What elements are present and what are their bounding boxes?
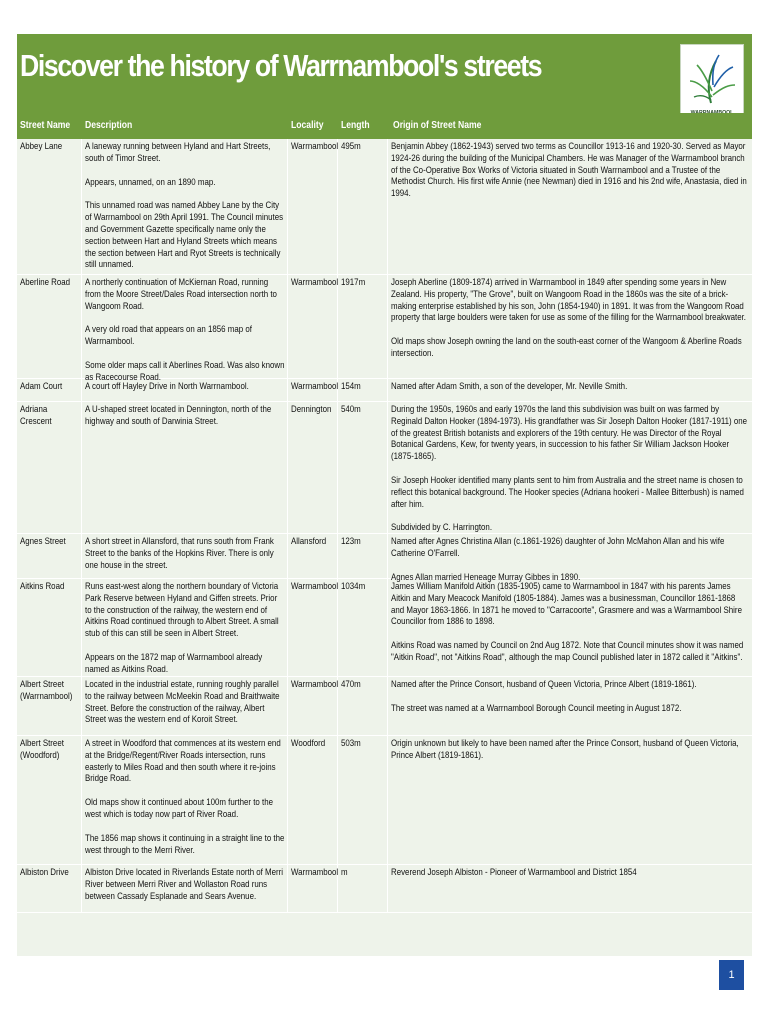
street-length: 154m	[341, 381, 361, 391]
street-origin: Named after Adam Smith, a son of the developer, Mr. Neville Smith.	[391, 381, 628, 391]
title-banner	[17, 34, 752, 113]
street-origin: Subdivided by C. Harrington.	[391, 522, 493, 533]
street-length: 123m	[341, 536, 361, 546]
street-origin: Old maps show Joseph owning the land on the south-east corner of the Wangoom & Aberline Roads intersection.	[391, 336, 742, 358]
street-origin: The street was named at a Warrnambool Borough Council meeting in August 1872.	[391, 702, 682, 713]
table-row	[17, 275, 752, 382]
street-name: Agnes Street	[20, 536, 66, 546]
street-name: Aitkins Road	[20, 581, 65, 591]
street-locality: Allansford	[291, 536, 327, 546]
street-name: Aberline Road	[20, 277, 71, 287]
street-description: A court off Hayley Drive in North Warrnambool.	[85, 381, 249, 391]
street-origin: Origin unknown but likely to have been named after the Prince Consort, husband of Queen Victoria, Prince Albert (1819-1861).	[391, 738, 739, 760]
header-length: Length	[341, 120, 370, 131]
street-name: Abbey Lane	[20, 141, 63, 151]
street-locality: Woodford	[291, 738, 326, 748]
page-title: Discover the history of Warrnambool's streets	[20, 48, 542, 83]
street-locality: Warrnambool	[291, 141, 339, 151]
table-row	[17, 677, 752, 736]
street-locality: Warrnambool	[291, 381, 339, 391]
street-origin: Agnes Allan married Heneage Murray Gibbes in 1890.	[391, 571, 581, 582]
header-locality: Locality	[291, 120, 324, 131]
street-description: A laneway running between Hyland and Hart Streets, south of Timor Street.	[85, 141, 271, 163]
table-row	[17, 379, 752, 402]
street-description: Appears, unnamed, on an 1890 map.	[85, 176, 216, 187]
street-description: The 1856 map shows it continuing in a straight line to the west through to the Merri River.	[85, 832, 285, 855]
street-locality: Warrnambool	[291, 277, 339, 287]
street-description: A short street in Allansford, that runs south from Frank Street to the banks of the Hopkins River. There is only one house in the street.	[85, 536, 274, 570]
header-street-name: Street Name	[20, 120, 71, 131]
street-origin: Aitkins Road was named by Council on 2nd Aug 1872. Note that Council minutes show it was named "Aitkin Road", not "Aitkins Road", although the map Council published later in 1872 called it "Aitkins".	[391, 640, 744, 662]
table-row	[17, 139, 752, 275]
street-description: Appears on the 1872 map of Warrnambool already named as Aitkins Road.	[85, 651, 263, 674]
street-description: This unnamed road was named Abbey Lane by the City of Warrnambool on 29th April 1991. The Council minutes and Government Gazette specifically name only the section between Hart and Hyland Streets which means the section between Hart and Ryot Streets is technically still unnamed.	[85, 200, 284, 270]
street-length: m	[341, 867, 348, 877]
street-length: 540m	[341, 404, 361, 414]
street-length: 503m	[341, 738, 361, 748]
street-origin: Named after Agnes Christina Allan (c.1861-1926) daughter of John McMahon Allan and his wife Catherine O'Farrell.	[391, 536, 725, 558]
street-length: 1917m	[341, 277, 366, 287]
street-name: Adriana Crescent	[20, 404, 52, 426]
street-origin: Joseph Aberline (1809-1874) arrived in Warrnambool in 1849 after spending some years in New Zealand. His property, "The Grove", built on Wangoom Road in the 1860s was the site of a brick-making enterprise established by his son, John (1854-1940) in 1891. It was from the Wangoom Road property that large boulders were taken for use as some of the filling for the Warrnambool breakwater.	[391, 277, 747, 323]
street-name: Albert Street (Warrnambool)	[20, 679, 73, 701]
header-origin: Origin of Street Name	[393, 120, 482, 131]
street-description: A northerly continuation of McKiernan Road, running from the Moore Street/Dales Road intersection north to Wangoom Road.	[85, 277, 277, 311]
document-sheet	[17, 34, 752, 956]
table-row	[17, 534, 752, 582]
street-origin: During the 1950s, 1960s and early 1970s the land this subdivision was built on was farmed by Reginald Dalton Hooker (1894-1973). His grandfather was Sir Joseph Dalton Hooker (1817-1911) one of the greatest British botanists and explorers of the 19th century. He was Director of the Royal Botanical Gardens, Kew, for twenty years, in succession to his father Sir William Jackson Hooker (1875-1865).	[391, 404, 748, 462]
header-description: Description	[85, 120, 133, 131]
street-description: Runs east-west along the northern boundary of Victoria Park Reserve between Hyland and Giffen streets. Prior to the construction of the railway, the western end of Aitkins Road continued through to Albert Street. A small stub of this can still be seen in Albert Street.	[85, 581, 279, 639]
street-description: Albiston Drive located in Riverlands Estate north of Merri River between Merri River and Wollaston Road runs between Cassady Esplanade and Sears Avenue.	[85, 867, 284, 901]
table-row	[17, 402, 752, 534]
street-name: Albert Street (Woodford)	[20, 738, 64, 760]
street-description: A very old road that appears on an 1856 map of Warrnambool.	[85, 324, 252, 347]
street-origin: Benjamin Abbey (1862-1943) served two terms as Councillor 1913-16 and 1920-30. Served as Mayor 1924-26 during the building of the Municipal Chambers. He was Manager of the Warrnambool branch of the Co-Operative Box Works of Victoria situated in South Warrnambool and a Trustee of the Methodist Church. His first wife Annie (nee Newman) died in 1916 and his 2nd wife, Anastasia, died in 1994.	[391, 141, 747, 199]
street-length: 1034m	[341, 581, 366, 591]
table-row	[17, 579, 752, 677]
street-name: Adam Court	[20, 381, 63, 391]
street-length: 470m	[341, 679, 361, 689]
street-locality: Warrnambool	[291, 581, 339, 591]
street-name: Albiston Drive	[20, 867, 69, 877]
street-description: Old maps show it continued about 100m further to the west which is today now part of River Road.	[85, 797, 273, 819]
street-description: A street in Woodford that commences at its western end at the Bridge/Regent/River Roads intersection, runs easterly to Miles Road and then south where it re-joins Bridge Road.	[85, 738, 281, 784]
street-origin: Reverend Joseph Albiston - Pioneer of Warrnambool and District 1854	[391, 867, 637, 877]
table-row	[17, 736, 752, 865]
table-row	[17, 865, 752, 913]
street-locality: Warrnambool	[291, 867, 339, 877]
page-number: 1	[719, 960, 744, 990]
street-locality: Dennington	[291, 404, 332, 414]
street-origin: James William Manifold Aitkin (1835-1905) came to Warrnambool in 1847 with his parents James Aitkin and Mary Meacock Manifold (1805-1884). James was a businessman, Councillor 1861-1868 and Mayor 1863-1866. In 1871 he moved to "Carracoorte", Grasmere and was a Warrnambool Shire Councillor from 1886 to 1898.	[391, 581, 742, 627]
street-length: 495m	[341, 141, 361, 151]
street-locality: Warrnambool	[291, 679, 339, 689]
street-origin: Named after the Prince Consort, husband of Queen Victoria, Prince Albert (1819-1861).	[391, 679, 697, 689]
table-header	[17, 113, 752, 139]
street-origin: Sir Joseph Hooker identified many plants sent to him from Australia and the street name is chosen to reflect this botanical background. The Hooker species (Adriana hookeri - Mallee Bitterbush) is named after him.	[391, 474, 744, 509]
street-description: A U-shaped street located in Dennington, north of the highway and south of Darwinia Street.	[85, 404, 272, 426]
street-description: Located in the industrial estate, running roughly parallel to the railway between McMeekin Road and Braithwaite Street. Before the construction of the railway, Albert Street was the western end of Koroit Street.	[85, 679, 280, 725]
street-description: Some older maps call it Aberlines Road. Was also known as Racecourse Road.	[85, 359, 285, 382]
